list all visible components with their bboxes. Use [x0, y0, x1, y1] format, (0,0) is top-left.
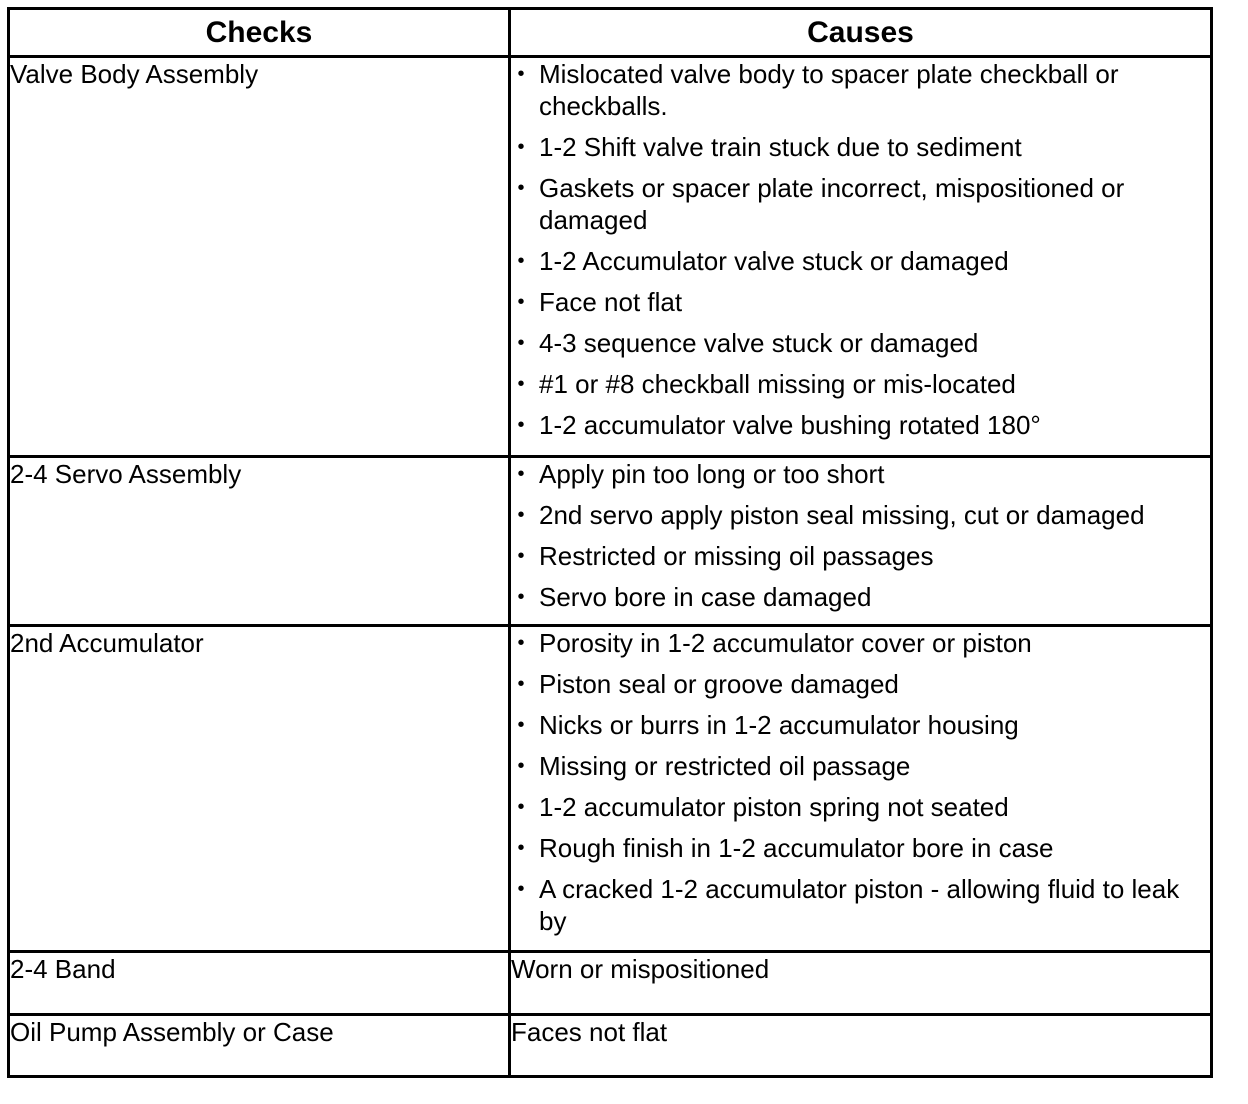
bullet-icon: •	[517, 414, 525, 436]
cause-text-cell: Faces not flat	[510, 1015, 1212, 1077]
bullet-icon: •	[517, 545, 525, 567]
table-row	[9, 952, 1212, 1015]
cause-item	[511, 368, 1210, 400]
cause-text: Missing or restricted oil passage	[539, 751, 911, 781]
bullet-icon: •	[517, 837, 525, 859]
cause-text: Piston seal or groove damaged	[539, 669, 899, 699]
bullet-icon: •	[517, 63, 525, 85]
table-row	[9, 57, 1212, 457]
cause-item	[511, 627, 1210, 659]
bullet-icon: •	[517, 673, 525, 695]
check-cell: Valve Body Assembly	[9, 57, 510, 457]
table-header-row	[9, 9, 1212, 57]
cause-item	[511, 750, 1210, 782]
cause-item	[511, 791, 1210, 823]
cause-item	[511, 668, 1210, 700]
causes-cell	[510, 626, 1212, 952]
check-cell: 2nd Accumulator	[9, 626, 510, 952]
cause-text: Servo bore in case damaged	[539, 582, 872, 612]
cause-item	[511, 172, 1210, 236]
cause-text: Gaskets or spacer plate incorrect, mispositioned or damaged	[539, 173, 1125, 235]
bullet-icon: •	[517, 878, 525, 900]
cause-text: 1-2 Shift valve train stuck due to sediment	[539, 132, 1022, 162]
table-row	[9, 457, 1212, 626]
cause-item	[511, 286, 1210, 318]
cause-item	[511, 709, 1210, 741]
cause-item	[511, 409, 1210, 441]
bullet-icon: •	[517, 250, 525, 272]
bullet-icon: •	[517, 504, 525, 526]
causes-list	[511, 58, 1210, 441]
checks-causes-table	[7, 7, 1213, 1078]
cause-item	[511, 458, 1210, 490]
cause-text: 1-2 Accumulator valve stuck or damaged	[539, 246, 1009, 276]
causes-column-header: Causes	[510, 9, 1212, 57]
cause-item	[511, 245, 1210, 277]
cause-text: 1-2 accumulator piston spring not seated	[539, 792, 1009, 822]
bullet-icon: •	[517, 586, 525, 608]
cause-text-cell: Worn or mispositioned	[510, 952, 1212, 1015]
check-cell: 2-4 Servo Assembly	[9, 457, 510, 626]
cause-text: Mislocated valve body to spacer plate checkball or checkballs.	[539, 59, 1119, 121]
cause-text: A cracked 1-2 accumulator piston - allowing fluid to leak by	[539, 874, 1180, 936]
check-cell: 2-4 Band	[9, 952, 510, 1015]
bullet-icon: •	[517, 136, 525, 158]
bullet-icon: •	[517, 714, 525, 736]
cause-text: Apply pin too long or too short	[539, 459, 885, 489]
cause-item	[511, 581, 1210, 613]
cause-text: 4-3 sequence valve stuck or damaged	[539, 328, 979, 358]
causes-list	[511, 458, 1210, 613]
causes-cell	[510, 57, 1212, 457]
cause-text: Rough finish in 1-2 accumulator bore in case	[539, 833, 1054, 863]
cause-item	[511, 131, 1210, 163]
bullet-icon: •	[517, 463, 525, 485]
cause-item	[511, 832, 1210, 864]
bullet-icon: •	[517, 632, 525, 654]
cause-item	[511, 499, 1210, 531]
cause-item	[511, 873, 1210, 937]
bullet-icon: •	[517, 177, 525, 199]
causes-cell	[510, 457, 1212, 626]
cause-text: Face not flat	[539, 287, 683, 317]
cause-item	[511, 327, 1210, 359]
cause-text: #1 or #8 checkball missing or mis-located	[539, 369, 1016, 399]
check-cell: Oil Pump Assembly or Case	[9, 1015, 510, 1077]
causes-list	[511, 627, 1210, 937]
bullet-icon: •	[517, 332, 525, 354]
cause-item	[511, 540, 1210, 572]
cause-text: Restricted or missing oil passages	[539, 541, 934, 571]
bullet-icon: •	[517, 291, 525, 313]
table-row	[9, 1015, 1212, 1077]
bullet-icon: •	[517, 373, 525, 395]
bullet-icon: •	[517, 796, 525, 818]
cause-item	[511, 58, 1210, 122]
cause-text: Porosity in 1-2 accumulator cover or piston	[539, 628, 1032, 658]
checks-column-header: Checks	[9, 9, 510, 57]
bullet-icon: •	[517, 755, 525, 777]
table-row	[9, 626, 1212, 952]
cause-text: 2nd servo apply piston seal missing, cut or damaged	[539, 500, 1145, 530]
cause-text: Nicks or burrs in 1-2 accumulator housing	[539, 710, 1019, 740]
cause-text: 1-2 accumulator valve bushing rotated 180°	[539, 410, 1041, 440]
